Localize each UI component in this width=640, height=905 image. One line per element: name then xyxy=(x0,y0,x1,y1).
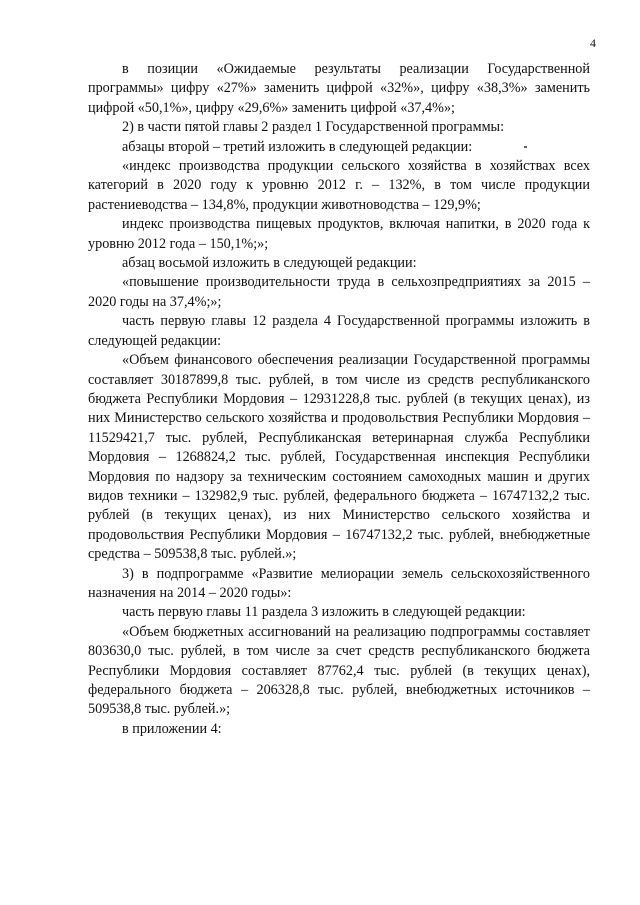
paragraph-productivity: «повышение производительности труда в сельхозпредприятиях за 2015 – 2020 годы на 37,4%;»; xyxy=(88,274,590,310)
page-number: 4 xyxy=(590,36,596,50)
paragraph-budget: «Объем бюджетных ассигнований на реализацию подпрограммы составляет 803630,0 тыс. рублей, в том числе за счет средств республиканского бюджета Республики Мордовия составляет 87762,4 тыс. рублей (в текущих ценах), федерального бюджета – 206328,8 тыс. рублей, внебюджетных источников – 509538,8 тыс. рублей.»; xyxy=(88,623,590,718)
paragraph-financing: «Объем финансового обеспечения реализации Государственной программы составляет 30187899,8 тыс. рублей, в том числе из средств республиканского бюджета Республики Мордовия – 12931228,8 тыс. рублей (в текущих ценах), из них Министерство сельского хозяйства и продовольствия Республики Мордовия – 11529421,7 тыс. рублей, Республиканская ветеринарная служба Республики Мордовия – 1268824,2 тыс. рублей, Государственная инспекция Республики Мордовия по надзору за техническим состоянием самоходных машин и других видов техники – 132982,9 тыс. рублей, федерального бюджета – 16747132,2 тыс. рублей (в текущих ценах), из них Министерство сельского хозяйства и продовольствия Республики Мордовия – 16747132,2 тыс. рублей, внебюджетные средства – 509538,8 тыс. рублей.»; xyxy=(88,352,590,563)
paragraph-chapter-11: часть первую главы 11 раздела 3 изложить в следующей редакции: xyxy=(122,604,526,621)
paragraph-appendix-4: в приложении 4: xyxy=(122,720,222,737)
paragraph-item-3: 3) в подпрограмме «Развитие мелиорации земель сельскохозяйственного назначения на 2014 – 2020 годы»: xyxy=(88,565,590,601)
paragraph-abzats-2-3: абзацы второй – третий изложить в следующей редакции: xyxy=(122,138,473,155)
document-body xyxy=(88,60,590,739)
paragraph-expected-results: в позиции «Ожидаемые результаты реализации Государственной программы» цифру «27%» заменить цифрой «32%», цифру «38,3%» заменить цифрой «50,1%», цифру «29,6%» заменить цифрой «37,4%»; xyxy=(88,61,590,116)
paragraph-item-2: 2) в части пятой главы 2 раздел 1 Государственной программы: xyxy=(122,119,505,136)
paragraph-food-index: индекс производства пищевых продуктов, включая напитки, в 2020 года к уровню 2012 года – 150,1%;»; xyxy=(88,216,590,252)
paragraph-agri-index: «индекс производства продукции сельского хозяйства в хозяйствах всех категорий в 2020 году к уровню 2012 г. – 132%, в том числе продукции растениеводства – 134,8%, продукции животноводства – 129,9%; xyxy=(88,158,590,213)
paragraph-chapter-12: часть первую главы 12 раздела 4 Государственной программы изложить в следующей редакции: xyxy=(88,313,590,349)
paragraph-abzats-8: абзац восьмой изложить в следующей редакции: xyxy=(122,255,417,272)
